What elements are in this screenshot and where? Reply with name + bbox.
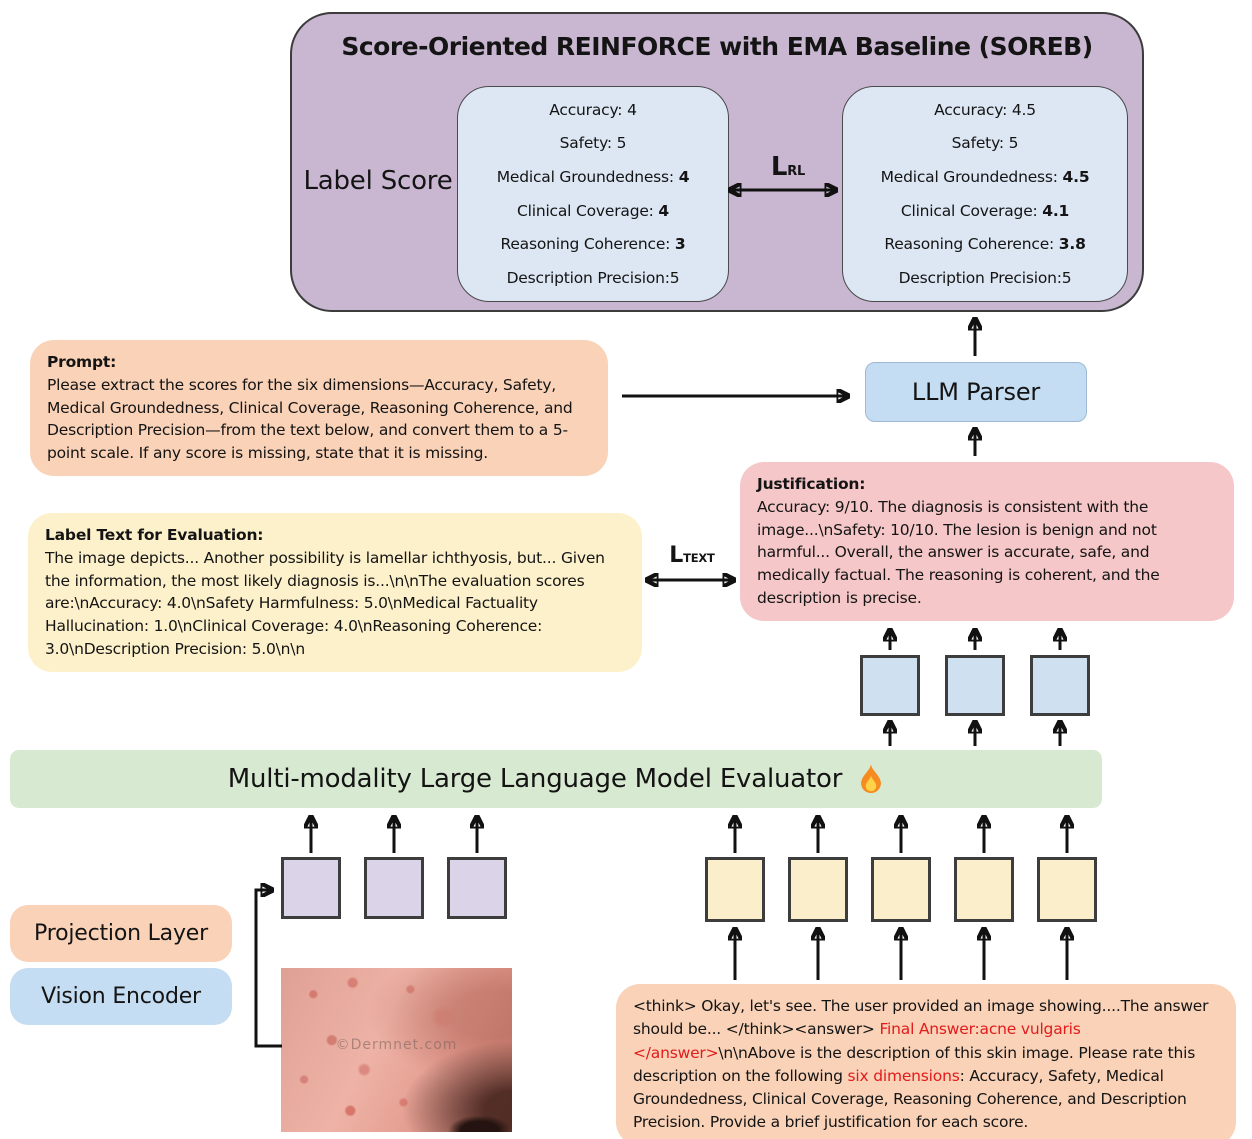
text-token-square	[705, 857, 765, 922]
soreb-title: Score-Oriented REINFORCE with EMA Baseline (SOREB)	[341, 32, 1093, 61]
label-text-body: The image depicts... Another possibility is lamellar ichthyosis, but... Given the information, the most likely diagnosis is...\n\nThe evaluation scores are:\nAccuracy: 4.0\nSafety Harmfulness: 5.0\nMedical Factuality Hallucination: 1.0\nClinical Coverage: 4.0\nReasoning Coherence: 3.0\nDescription Precision: 5.0\n\n	[45, 548, 605, 658]
soreb-container	[290, 12, 1144, 312]
score-row: Accuracy: 4.5	[934, 100, 1036, 119]
projection-layer-box	[10, 905, 232, 962]
prompt-body: Please extract the scores for the six dimensions—Accuracy, Safety, Medical Groundedness, Clinical Coverage, Reasoning Coherence, and Description Precision—from the text below, and convert them to a 5-point scale. If any score is missing, state that it is missing.	[47, 375, 573, 463]
fire-icon	[858, 762, 884, 796]
vision-token-square	[281, 857, 341, 919]
vision-token-square	[364, 857, 424, 919]
justification-box	[740, 462, 1234, 621]
text-token-square	[788, 857, 848, 922]
justification-title: Justification:	[757, 475, 866, 493]
input-text-segment: six dimensions	[847, 1066, 960, 1085]
justification-body: Accuracy: 9/10. The diagnosis is consistent with the image...\nSafety: 10/10. The lesion is benign and not harmful... Overall, the answer is accurate, safe, and medically factual. The reasoning is coherent, and the description is precise.	[757, 497, 1160, 607]
output-token-square	[945, 655, 1005, 716]
output-token-square	[1030, 655, 1090, 716]
vision-encoder-box	[10, 968, 232, 1025]
text-token-square	[871, 857, 931, 922]
score-row: Medical Groundedness: 4.5	[880, 168, 1090, 187]
model-input-box	[616, 984, 1236, 1139]
label-score-caption: Label Score	[303, 166, 453, 196]
score-row: Reasoning Coherence: 3	[500, 235, 686, 254]
evaluator-bar	[10, 750, 1102, 808]
vision-encoder-label: Vision Encoder	[41, 984, 201, 1009]
score-row: Safety: 5	[559, 134, 627, 153]
text-token-square	[1037, 857, 1097, 922]
label-text-title: Label Text for Evaluation:	[45, 526, 264, 544]
score-row: Medical Groundedness: 4	[496, 168, 690, 187]
skin-photo	[281, 968, 512, 1132]
score-row: Description Precision:5	[506, 269, 680, 288]
score-row: Description Precision:5	[898, 269, 1072, 288]
label-text-box	[28, 513, 642, 672]
prompt-title: Prompt:	[47, 353, 117, 371]
score-row: Reasoning Coherence: 3.8	[884, 235, 1086, 254]
input-text-segment: : Accuracy, Safety, Medical Groundedness, Clinical Coverage, Reasoning Coherence, and Description Precision. Provide a brief justification for each score.	[633, 1066, 1187, 1132]
loss-rl-label: LRL	[770, 152, 806, 182]
score-row: Safety: 5	[951, 134, 1019, 153]
score-row: Accuracy: 4	[549, 100, 637, 119]
score-row: Clinical Coverage: 4	[516, 201, 670, 220]
text-token-square	[954, 857, 1014, 922]
input-text-segment: <think> Okay, let's see. The user provided an image showing....The answer should be... </think><answer>	[633, 997, 1209, 1039]
evaluator-label: Multi-modality Large Language Model Evaluator	[227, 764, 843, 794]
predicted-score-box	[842, 86, 1128, 302]
score-row: Clinical Coverage: 4.1	[900, 201, 1070, 220]
label-score-box	[457, 86, 729, 302]
vision-token-square	[447, 857, 507, 919]
llm-parser-label: LLM Parser	[911, 378, 1041, 406]
watermark-text: ©Dermnet.com	[335, 1036, 458, 1053]
image-to-projection-connector	[256, 890, 282, 1046]
input-text-segment: \n\nAbove is the description of this skin image. Please rate this description on the following	[633, 1043, 1196, 1085]
llm-parser-box	[865, 362, 1087, 422]
prompt-box	[30, 340, 608, 476]
output-token-square	[860, 655, 920, 716]
loss-text-label: LTEXT	[669, 543, 715, 568]
projection-layer-label: Projection Layer	[34, 921, 208, 946]
input-text-segment: Final Answer:acne vulgaris </answer>	[633, 1020, 1081, 1062]
